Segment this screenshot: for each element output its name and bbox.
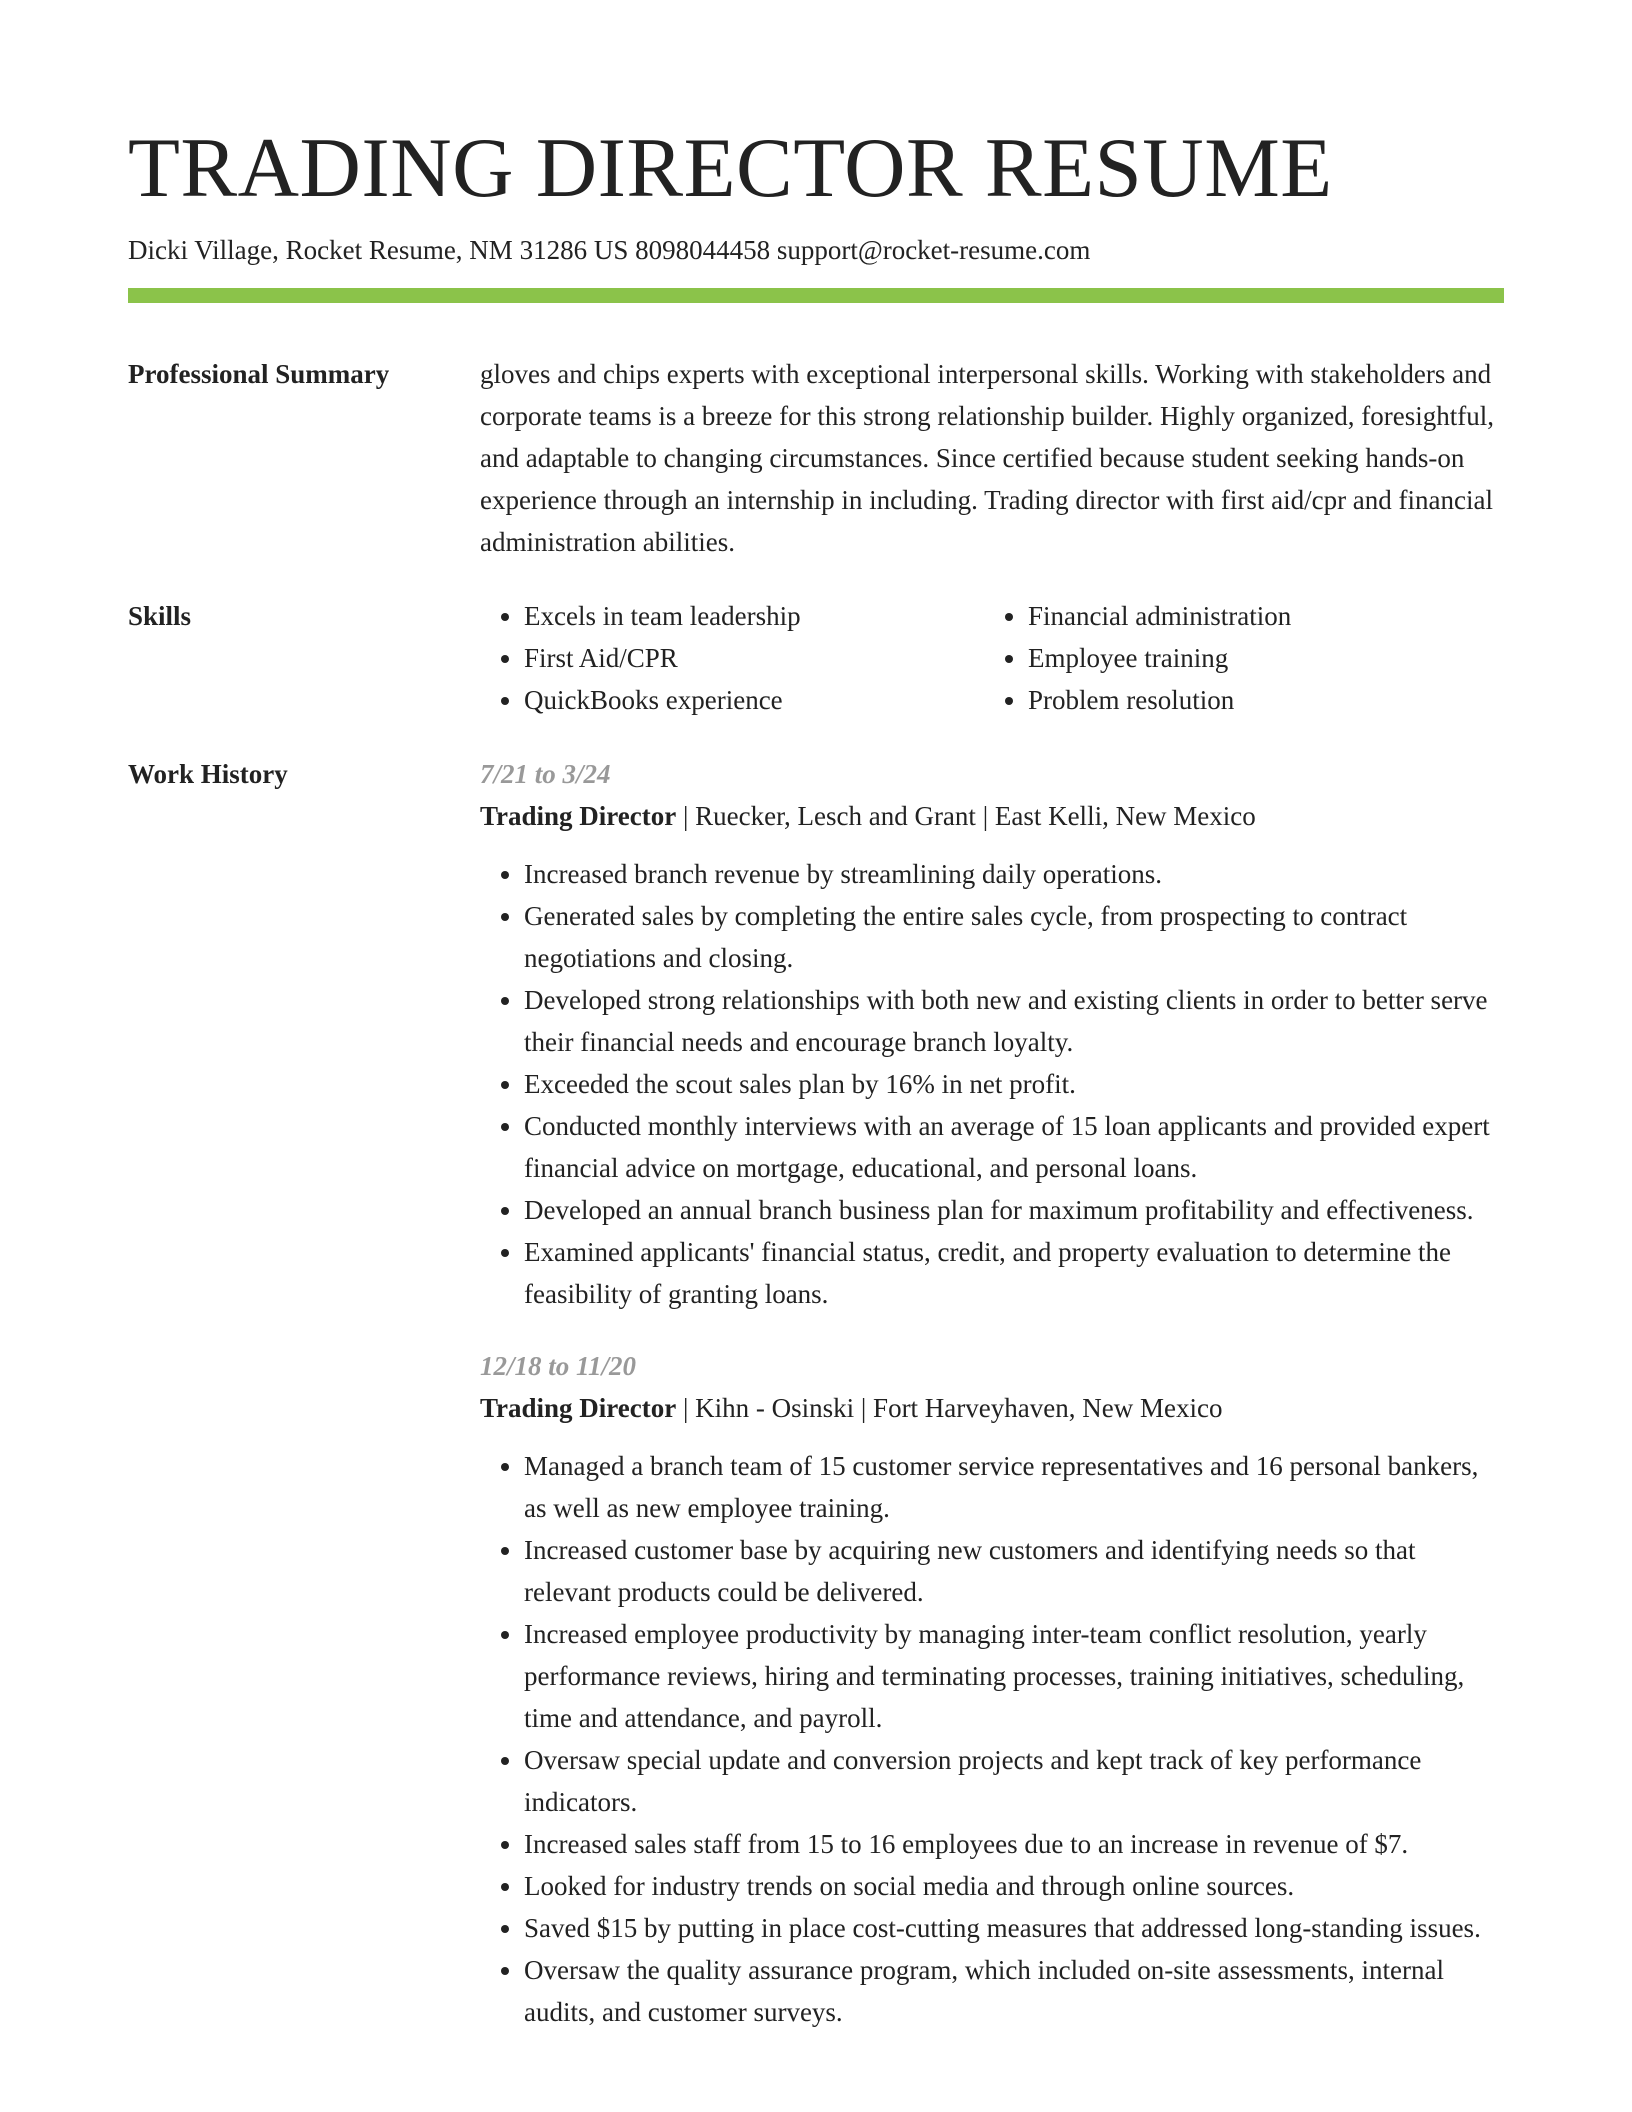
list-item: • Increased sales staff from 15 to 16 employees due to an increase in revenue of $7. <box>524 1823 1504 1865</box>
list-item: • Looked for industry trends on social media and through online sources. <box>524 1865 1504 1907</box>
job-entry <box>480 753 1504 1315</box>
contact-address: Dicki Village, Rocket Resume, NM 31286 US <box>128 235 629 265</box>
work-history-body <box>480 753 1504 2033</box>
skill-item: • Employee training <box>1028 637 1508 679</box>
job-location: Fort Harveyhaven, New Mexico <box>873 1393 1223 1423</box>
job-title: Trading Director <box>480 1393 677 1423</box>
work-history-heading: Work History <box>128 759 288 789</box>
job-company: Kihn - Osinski <box>695 1393 855 1423</box>
job-dates: 12/18 to 11/20 <box>480 1351 637 1381</box>
list-item: • Developed strong relationships with both new and existing clients in order to better serve their financial needs and encourage branch loyalty. <box>524 979 1504 1063</box>
list-item: • Increased branch revenue by streamlining daily operations. <box>524 853 1504 895</box>
job-separator: | <box>860 1393 867 1423</box>
skill-item: • Problem resolution <box>1028 679 1508 721</box>
page-title: TRADING DIRECTOR RESUME <box>128 121 1333 215</box>
job-location: East Kelli, New Mexico <box>994 801 1256 831</box>
list-item: • Saved $15 by putting in place cost-cutting measures that addressed long-standing issues. <box>524 1907 1504 1949</box>
skill-item: • First Aid/CPR <box>524 637 984 679</box>
summary-section <box>128 353 1504 563</box>
list-item: • Managed a branch team of 15 customer service representatives and 16 personal bankers, as well as new employee training. <box>524 1445 1504 1529</box>
list-item: • Oversaw special update and conversion projects and kept track of key performance indicators. <box>524 1739 1504 1823</box>
skills-section <box>128 595 1504 721</box>
job-heading <box>480 1387 1504 1429</box>
list-item: • Increased employee productivity by managing inter-team conflict resolution, yearly performance reviews, hiring and terminating processes, training initiatives, scheduling, time and attendance, and payroll. <box>524 1613 1504 1739</box>
job-heading <box>480 795 1504 837</box>
list-item: • Examined applicants' financial status, credit, and property evaluation to determine the feasibility of granting loans. <box>524 1231 1504 1315</box>
header-divider <box>128 288 1504 303</box>
skills-column-left <box>480 595 984 721</box>
job-dates: 7/21 to 3/24 <box>480 759 611 789</box>
skills-heading: Skills <box>128 601 192 631</box>
job-separator: | <box>682 801 689 831</box>
summary-heading: Professional Summary <box>128 359 390 389</box>
job-duties <box>480 1445 1504 2033</box>
skills-list <box>480 595 1508 721</box>
skill-item: • Financial administration <box>1028 595 1508 637</box>
list-item: • Increased customer base by acquiring new customers and identifying needs so that relevant products could be delivered. <box>524 1529 1504 1613</box>
list-item: • Exceeded the scout sales plan by 16% in net profit. <box>524 1063 1504 1105</box>
work-history-section <box>128 753 1504 2033</box>
list-item: • Developed an annual branch business plan for maximum profitability and effectiveness. <box>524 1189 1504 1231</box>
skill-item: • QuickBooks experience <box>524 679 984 721</box>
list-item: • Conducted monthly interviews with an average of 15 loan applicants and provided expert financial advice on mortgage, educational, and personal loans. <box>524 1105 1504 1189</box>
contact-phone: 8098044458 <box>635 235 771 265</box>
skills-column-right <box>984 595 1508 721</box>
summary-text: gloves and chips experts with exceptional interpersonal skills. Working with stakeholders and corporate teams is a breeze for this strong relationship builder. Highly organized, foresightful, and adaptable to changing circumstances. Since certified because student seeking hands-on experience through an internship in including. Trading director with first aid/cpr and financial administration abilities. <box>480 359 1494 557</box>
resume-page <box>128 118 1504 2033</box>
list-item: • Oversaw the quality assurance program, which included on-site assessments, internal audits, and customer surveys. <box>524 1949 1504 2033</box>
list-item: • Generated sales by completing the entire sales cycle, from prospecting to contract negotiations and closing. <box>524 895 1504 979</box>
job-separator: | <box>982 801 989 831</box>
job-company: Ruecker, Lesch and Grant <box>695 801 976 831</box>
skill-item: • Excels in team leadership <box>524 595 984 637</box>
job-duties <box>480 853 1504 1315</box>
job-entry <box>480 1345 1504 2033</box>
job-separator: | <box>682 1393 689 1423</box>
job-title: Trading Director <box>480 801 677 831</box>
contact-email: support@rocket-resume.com <box>776 235 1091 265</box>
contact-line <box>128 232 1504 268</box>
